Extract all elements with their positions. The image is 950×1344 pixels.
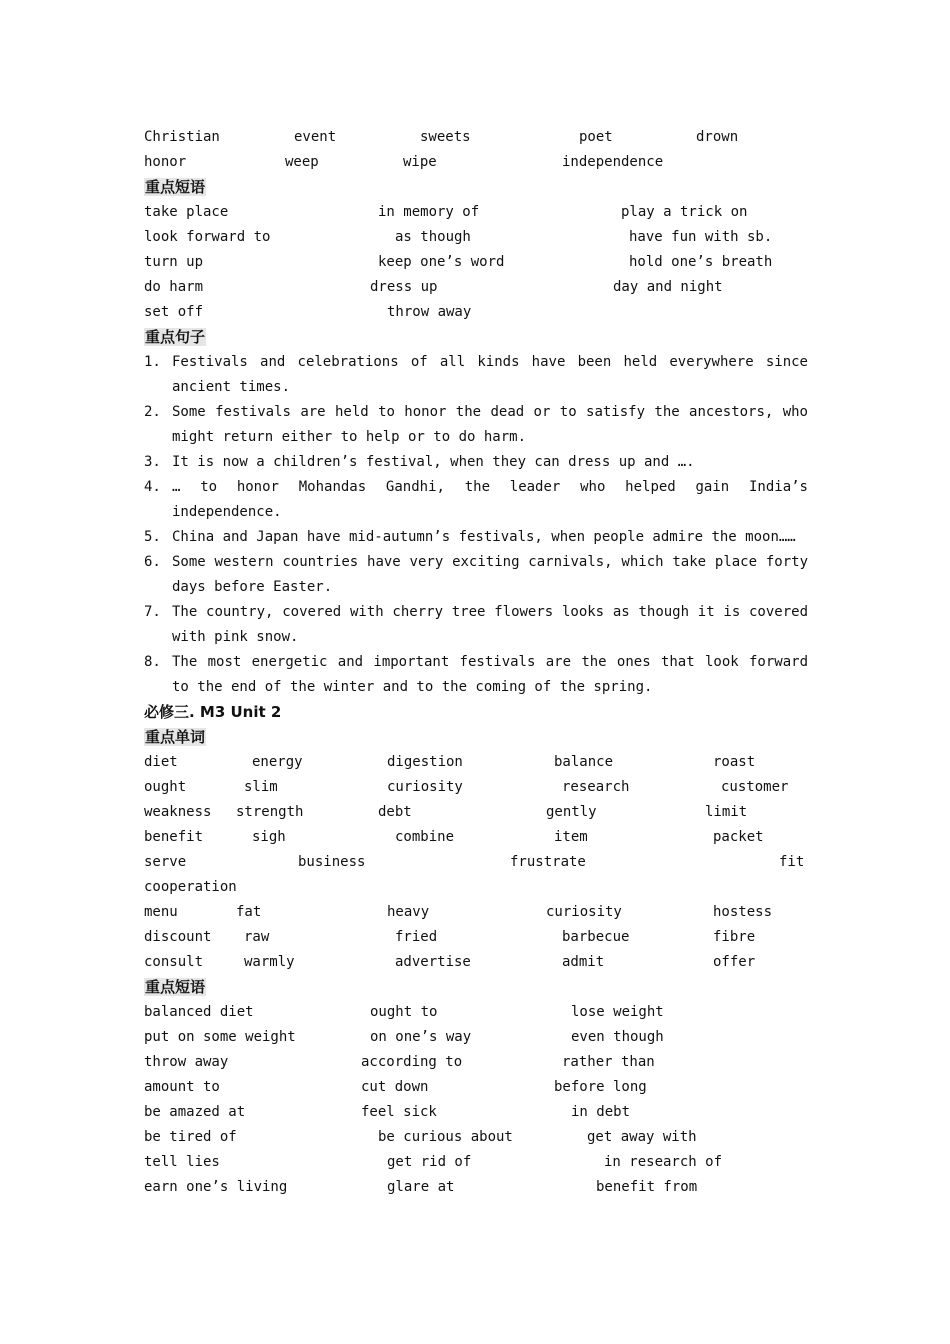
- phrase-row: [144, 200, 808, 225]
- phrase: feel sick: [361, 1104, 437, 1120]
- phrase: do harm: [144, 279, 204, 295]
- word: hostess: [713, 904, 773, 920]
- word-row: [144, 925, 808, 950]
- phrase: in research of: [604, 1154, 723, 1170]
- word: event: [294, 129, 337, 145]
- word: limit: [705, 804, 748, 820]
- phrase-row: [144, 1000, 808, 1025]
- phrase-row: [144, 225, 808, 250]
- section-heading: [144, 725, 808, 750]
- phrase: throw away: [144, 1054, 229, 1070]
- phrase: keep one’s word: [378, 254, 505, 270]
- word: digestion: [387, 754, 463, 770]
- sentence-item: [144, 650, 808, 700]
- phrase: on one’s way: [370, 1029, 472, 1045]
- word: item: [554, 829, 588, 845]
- sentence-number: 4.: [144, 479, 161, 495]
- word-row: [144, 150, 808, 175]
- document-page: [144, 125, 808, 1200]
- phrase-row: [144, 1100, 808, 1125]
- phrase-row: [144, 1125, 808, 1150]
- phrase: play a trick on: [621, 204, 748, 220]
- unit-title: 必修三. M3 Unit 2: [144, 703, 282, 721]
- sentence-text: China and Japan have mid-autumn’s festivals, when people admire the moon……: [172, 529, 796, 545]
- phrase: dress up: [370, 279, 438, 295]
- word: roast: [713, 754, 756, 770]
- word: balance: [554, 754, 614, 770]
- phrase: amount to: [144, 1079, 220, 1095]
- word: offer: [713, 954, 756, 970]
- word: frustrate: [510, 854, 586, 870]
- phrase: lose weight: [571, 1004, 664, 1020]
- phrase: glare at: [387, 1179, 455, 1195]
- sentence-number: 5.: [144, 529, 161, 545]
- word: sigh: [252, 829, 286, 845]
- word: barbecue: [562, 929, 630, 945]
- word: ought: [144, 779, 187, 795]
- phrase-row: [144, 275, 808, 300]
- word: serve: [144, 854, 187, 870]
- word: independence: [562, 154, 664, 170]
- phrase-row: [144, 1075, 808, 1100]
- word-row: [144, 800, 808, 825]
- word: discount: [144, 929, 212, 945]
- sentence-text: Festivals and celebrations of all kinds have been held everywhere since ancient times.: [172, 354, 808, 395]
- phrase: even though: [571, 1029, 664, 1045]
- word: Christian: [144, 129, 220, 145]
- phrase: set off: [144, 304, 204, 320]
- sentence-item: [144, 475, 808, 525]
- word: fried: [395, 929, 438, 945]
- word-row: [144, 750, 808, 775]
- word-row: [144, 125, 808, 150]
- phrase-row: [144, 300, 808, 325]
- phrase: according to: [361, 1054, 463, 1070]
- phrase: cut down: [361, 1079, 429, 1095]
- word: fibre: [713, 929, 756, 945]
- word: business: [298, 854, 366, 870]
- phrase-row: [144, 1025, 808, 1050]
- phrase: be tired of: [144, 1129, 237, 1145]
- sentence-text: … to honor Mohandas Gandhi, the leader who helped gain India’s independence.: [172, 479, 808, 520]
- phrase: earn one’s living: [144, 1179, 288, 1195]
- phrase: as though: [395, 229, 471, 245]
- word-row: [144, 875, 808, 900]
- word: warmly: [244, 954, 295, 970]
- word: curiosity: [387, 779, 463, 795]
- sentence-number: 2.: [144, 404, 161, 420]
- word: raw: [244, 929, 270, 945]
- sentence-item: [144, 550, 808, 600]
- phrase: hold one’s breath: [629, 254, 773, 270]
- word: fit: [779, 854, 805, 870]
- word: gently: [546, 804, 597, 820]
- phrase-row: [144, 1050, 808, 1075]
- heading-text: 重点短语: [145, 978, 206, 996]
- sentence-text: It is now a children’s festival, when they can dress up and ….: [172, 454, 695, 470]
- word: slim: [244, 779, 278, 795]
- word: advertise: [395, 954, 471, 970]
- heading-text: 重点单词: [145, 728, 206, 746]
- phrase: have fun with sb.: [629, 229, 773, 245]
- phrase: rather than: [562, 1054, 655, 1070]
- phrase: before long: [554, 1079, 647, 1095]
- phrase: day and night: [613, 279, 723, 295]
- word: weakness: [144, 804, 212, 820]
- sentence-item: [144, 600, 808, 650]
- phrase: in memory of: [378, 204, 480, 220]
- sentence-number: 6.: [144, 554, 161, 570]
- sentence-number: 3.: [144, 454, 161, 470]
- phrase: benefit from: [596, 1179, 698, 1195]
- word: drown: [696, 129, 739, 145]
- word: research: [562, 779, 630, 795]
- section-heading: [144, 325, 808, 350]
- heading-text: 重点句子: [145, 328, 206, 346]
- sentence-item: [144, 400, 808, 450]
- word: diet: [144, 754, 178, 770]
- section-heading: [144, 175, 808, 200]
- phrase: get rid of: [387, 1154, 472, 1170]
- word: fat: [236, 904, 262, 920]
- phrase: take place: [144, 204, 229, 220]
- phrase: be amazed at: [144, 1104, 246, 1120]
- word-row: [144, 775, 808, 800]
- sentence-number: 8.: [144, 654, 161, 670]
- word-row: [144, 825, 808, 850]
- phrase: balanced diet: [144, 1004, 254, 1020]
- phrase-row: [144, 1175, 808, 1200]
- sentence-text: The most energetic and important festivals are the ones that look forward to the end of the winter and to the coming of the spring.: [172, 654, 808, 695]
- section-heading: [144, 975, 808, 1000]
- phrase: look forward to: [144, 229, 271, 245]
- sentence-item: [144, 350, 808, 400]
- sentence-item: [144, 450, 808, 475]
- word: combine: [395, 829, 455, 845]
- phrase: in debt: [571, 1104, 631, 1120]
- word: debt: [378, 804, 412, 820]
- word: consult: [144, 954, 204, 970]
- sentence-number: 7.: [144, 604, 161, 620]
- word: packet: [713, 829, 764, 845]
- word: admit: [562, 954, 605, 970]
- word-row: [144, 900, 808, 925]
- word: heavy: [387, 904, 430, 920]
- word: curiosity: [546, 904, 622, 920]
- word: cooperation: [144, 879, 237, 895]
- sentence-item: [144, 525, 808, 550]
- phrase: put on some weight: [144, 1029, 296, 1045]
- phrase: ought to: [370, 1004, 438, 1020]
- heading-text: 重点短语: [145, 178, 206, 196]
- phrase-row: [144, 250, 808, 275]
- word: energy: [252, 754, 303, 770]
- phrase: get away with: [587, 1129, 697, 1145]
- word: benefit: [144, 829, 204, 845]
- word: customer: [721, 779, 789, 795]
- sentence-number: 1.: [144, 354, 161, 370]
- sentence-text: Some western countries have very exciting carnivals, which take place forty days before Easter.: [172, 554, 808, 595]
- phrase: be curious about: [378, 1129, 513, 1145]
- word: wipe: [403, 154, 437, 170]
- phrase: throw away: [387, 304, 472, 320]
- word: honor: [144, 154, 187, 170]
- phrase-row: [144, 1150, 808, 1175]
- word-row: [144, 850, 808, 875]
- word-row: [144, 950, 808, 975]
- word: menu: [144, 904, 178, 920]
- word: poet: [579, 129, 613, 145]
- sentence-text: The country, covered with cherry tree flowers looks as though it is covered with pink snow.: [172, 604, 808, 645]
- sentence-text: Some festivals are held to honor the dead or to satisfy the ancestors, who might return either to help or to do harm.: [172, 404, 808, 445]
- word: strength: [236, 804, 304, 820]
- phrase: tell lies: [144, 1154, 220, 1170]
- word: sweets: [420, 129, 471, 145]
- phrase: turn up: [144, 254, 204, 270]
- word: weep: [285, 154, 319, 170]
